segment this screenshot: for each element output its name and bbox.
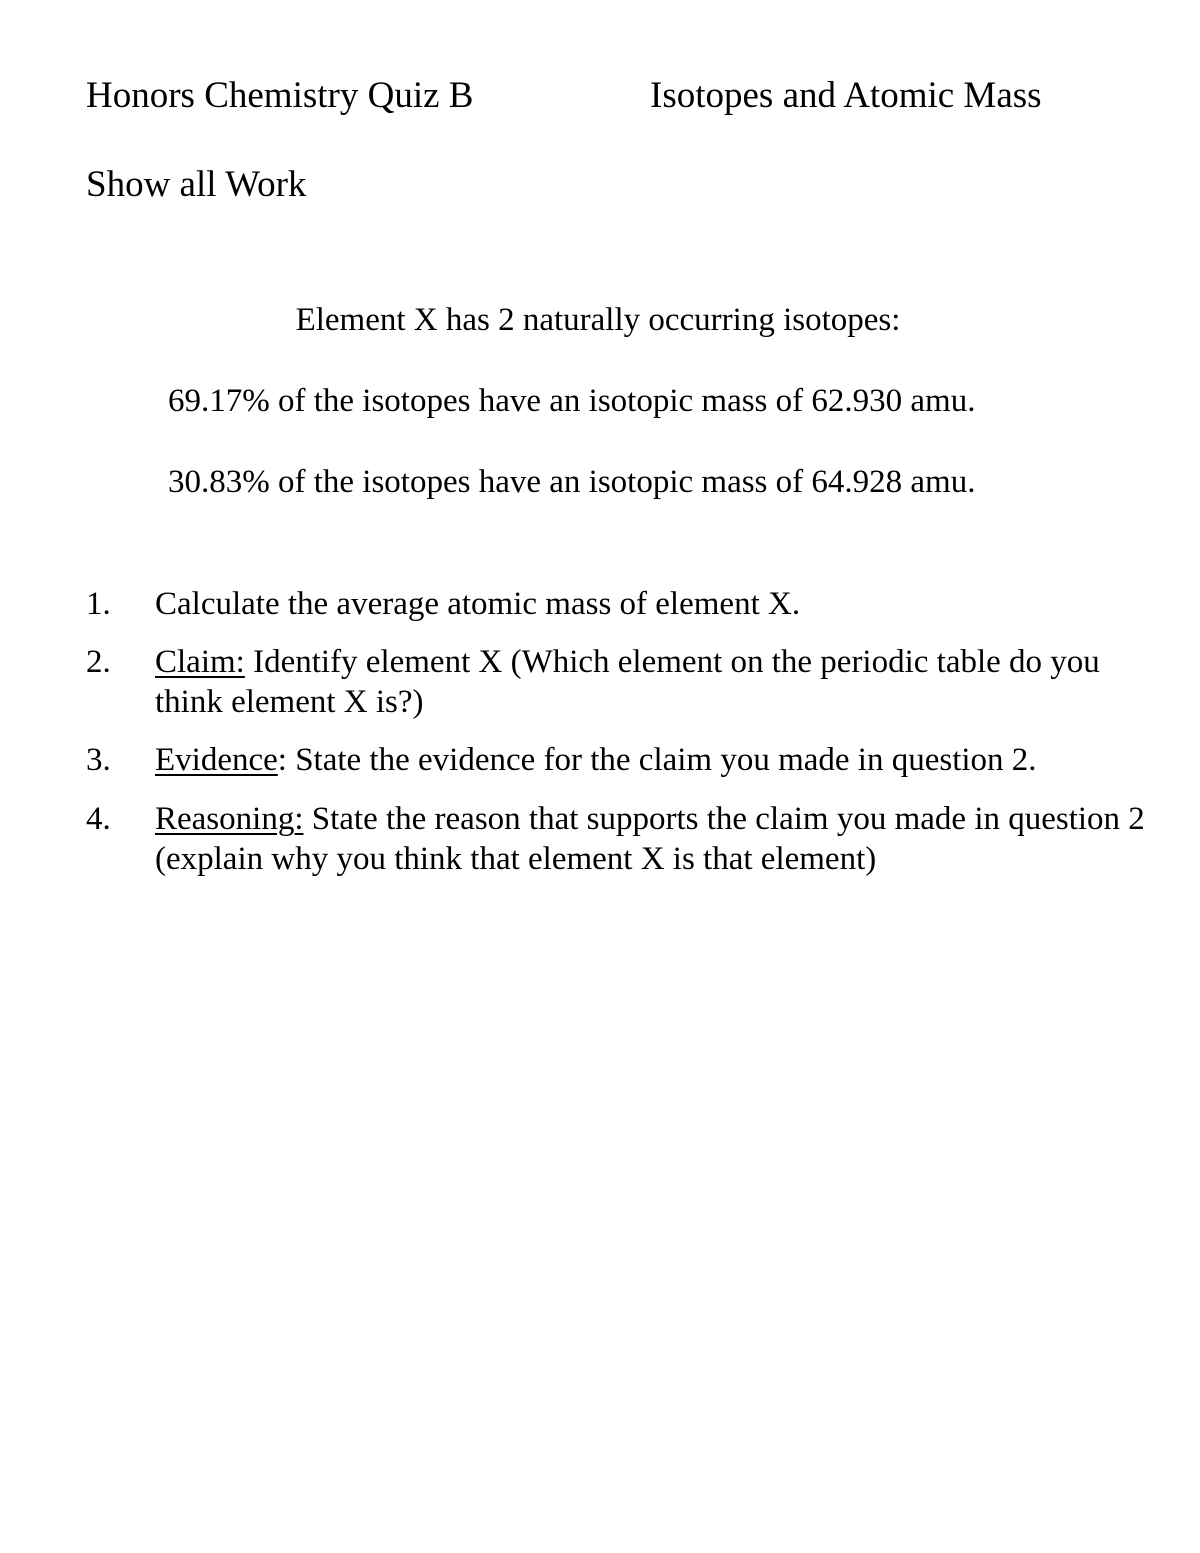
quiz-topic: Isotopes and Atomic Mass	[650, 75, 1042, 116]
question-number: 2.	[86, 644, 111, 680]
problem-intro: Element X has 2 naturally occurring isotopes:	[295, 302, 901, 338]
question-text	[155, 799, 1145, 879]
question-number: 1.	[86, 586, 111, 622]
question-body: : State the evidence for the claim you made in question 2.	[277, 742, 1037, 778]
question-body: Identify element X (Which element on the periodic table do you think element X is?)	[155, 644, 1100, 720]
question-label-claim: Claim:	[155, 644, 245, 680]
question-number: 4.	[86, 801, 111, 837]
question-body: Calculate the average atomic mass of element X.	[155, 586, 801, 622]
question-text	[155, 584, 1145, 624]
question-body: State the reason that supports the claim you made in question 2 (explain why you think that element X is that element)	[155, 801, 1145, 877]
question-label-evidence: Evidence	[155, 742, 278, 778]
instruction-text: Show all Work	[86, 164, 307, 205]
question-number: 3.	[86, 742, 111, 778]
isotope-line-1: 69.17% of the isotopes have an isotopic mass of 62.930 amu.	[168, 383, 976, 419]
question-text	[155, 740, 1145, 780]
question-text	[155, 642, 1145, 722]
question-label-reasoning: Reasoning:	[155, 801, 304, 837]
quiz-title: Honors Chemistry Quiz B	[86, 75, 474, 116]
isotope-line-2: 30.83% of the isotopes have an isotopic mass of 64.928 amu.	[168, 464, 976, 500]
